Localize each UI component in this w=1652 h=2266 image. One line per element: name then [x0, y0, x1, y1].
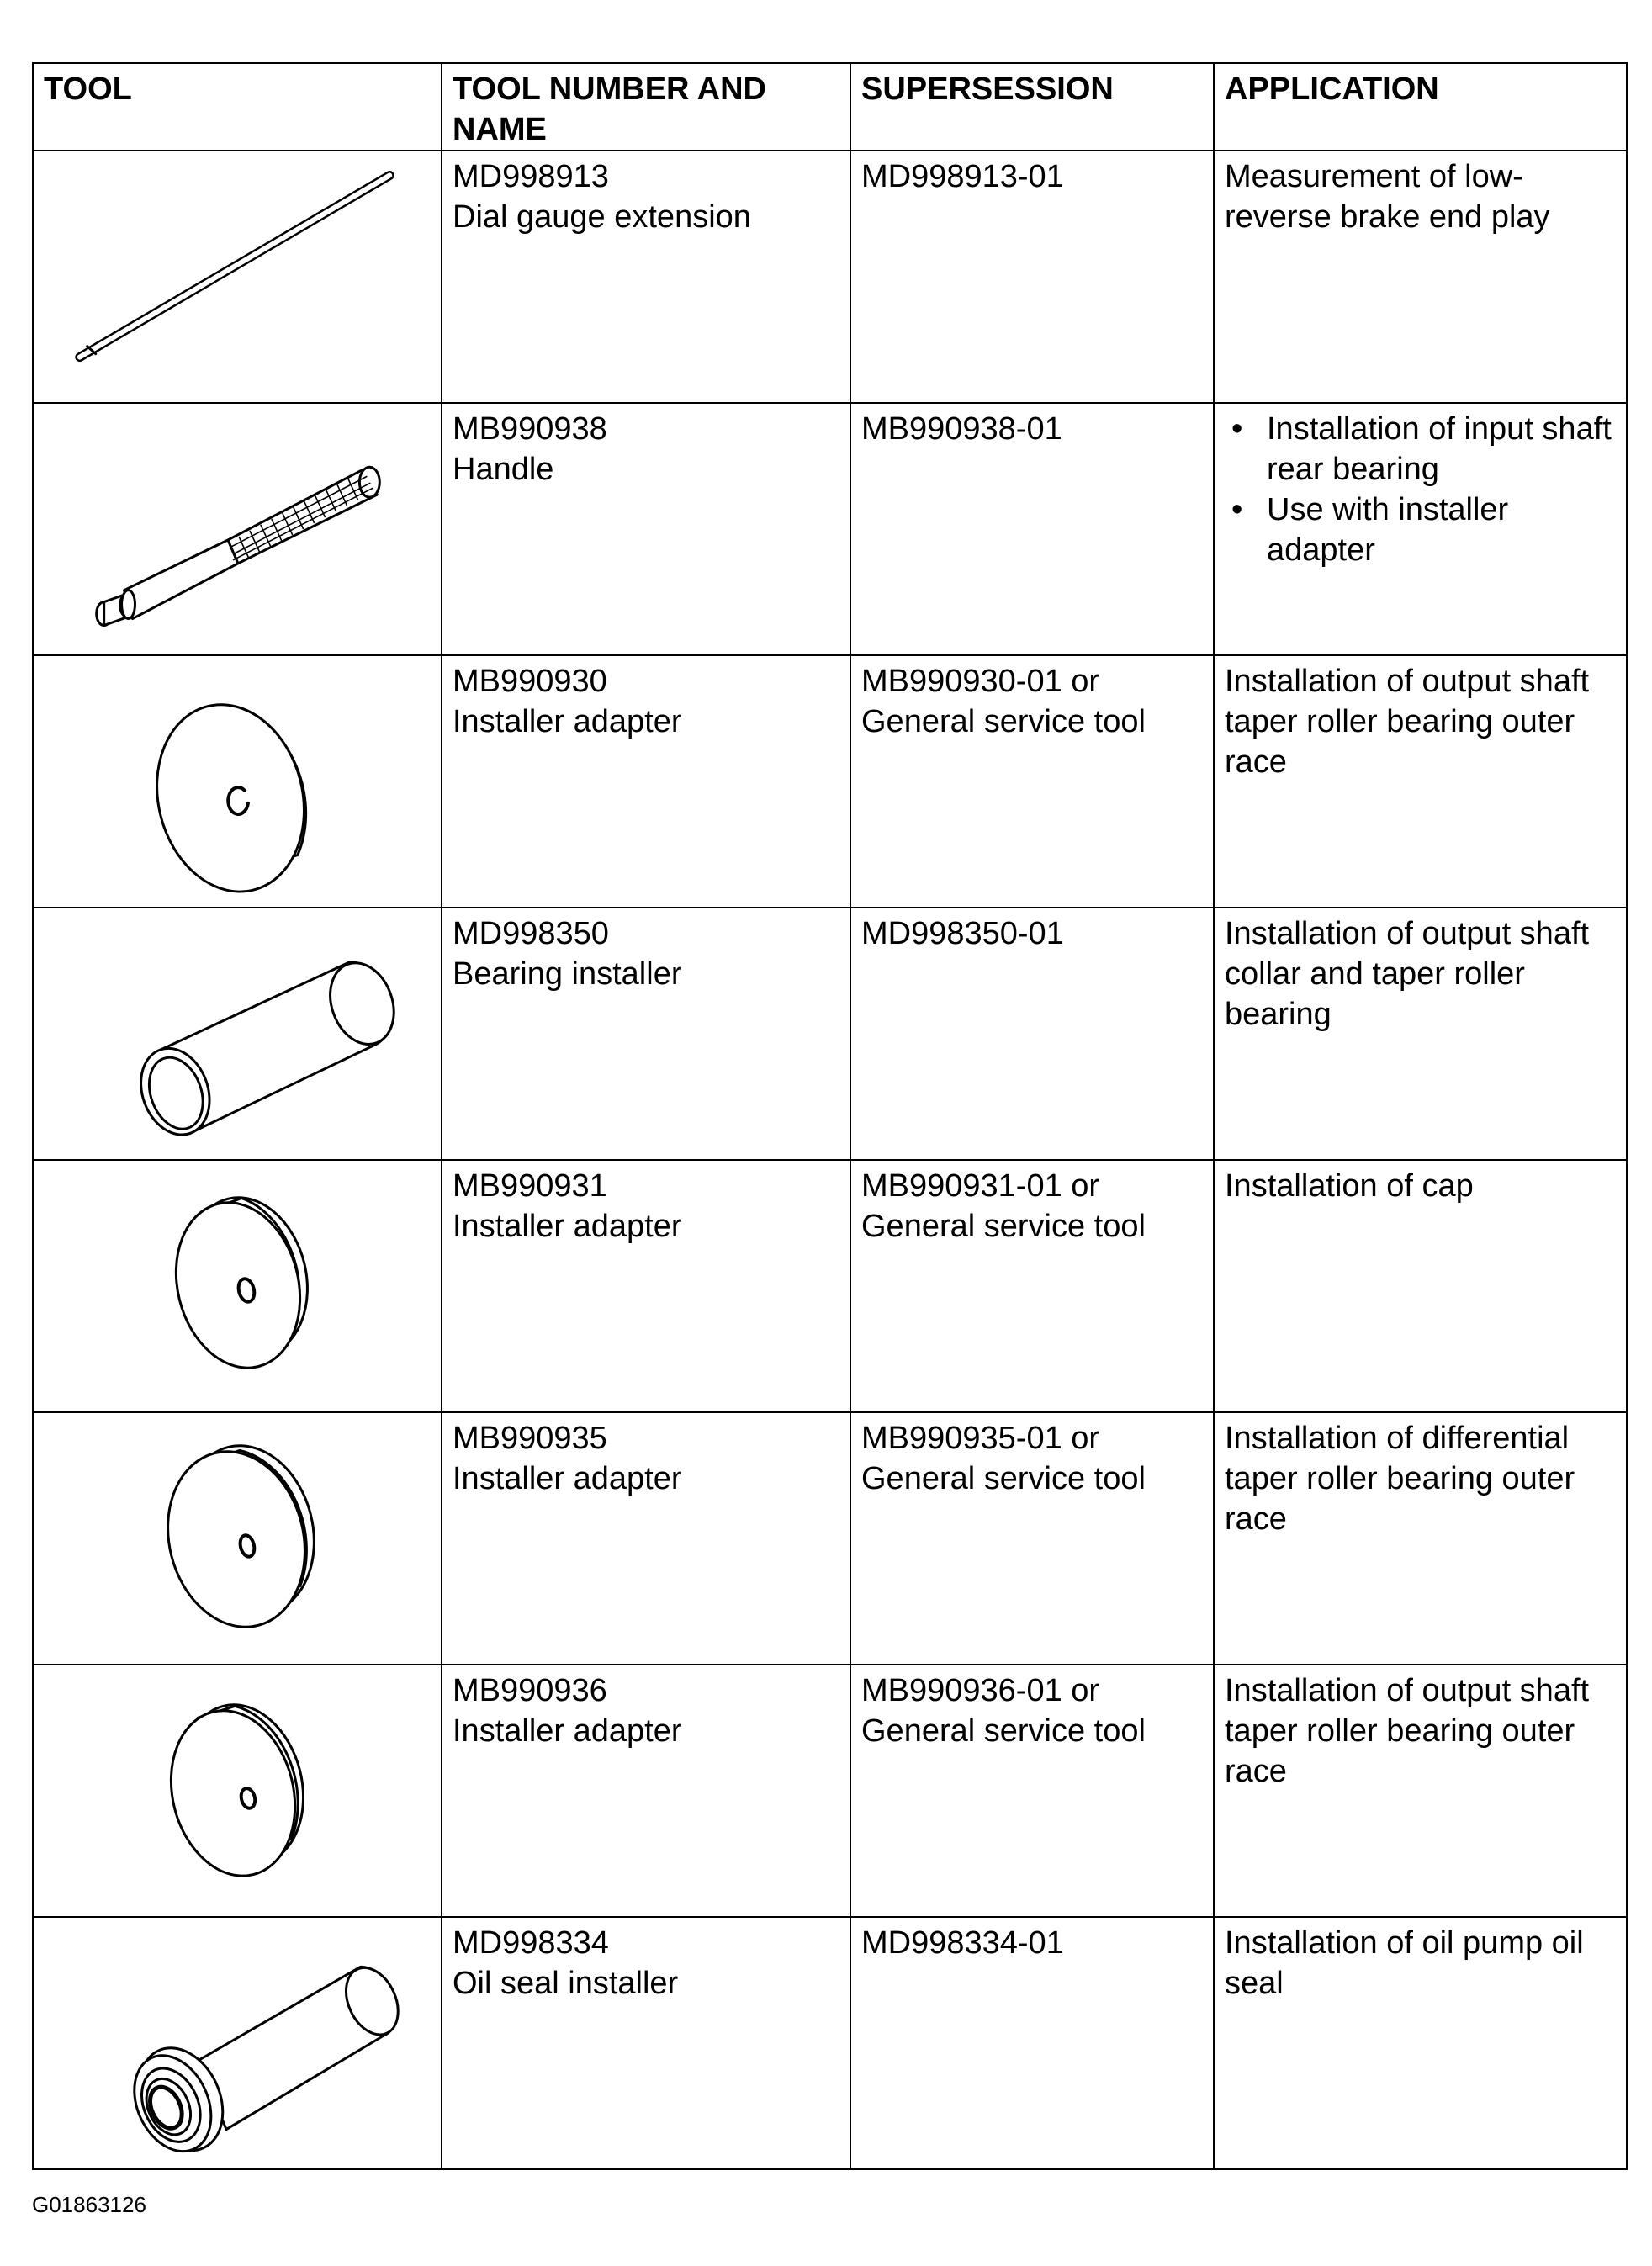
supersession-text: General service tool	[861, 1713, 1146, 1749]
supersession-cell	[850, 151, 1214, 403]
application-text: Measurement of low-	[1225, 159, 1523, 194]
application-bullet-list	[1225, 409, 1616, 570]
supersession-text: MD998913-01	[861, 159, 1064, 194]
table-row	[33, 1412, 1627, 1665]
supersession-cell	[850, 403, 1214, 655]
supersession-text: MB990936-01 or	[861, 1673, 1100, 1708]
tool-name: Handle	[453, 452, 554, 487]
application-text: race	[1225, 1754, 1287, 1789]
handle-icon	[34, 404, 441, 649]
supersession-text: General service tool	[861, 1209, 1146, 1244]
supersession-text: General service tool	[861, 704, 1146, 739]
application-cell	[1214, 151, 1627, 403]
tool-image-cell	[33, 1917, 442, 2169]
tool-name: Installer adapter	[453, 1461, 682, 1496]
special-tools-table	[32, 62, 1628, 2170]
header-tool: TOOL	[33, 63, 442, 151]
table-row	[33, 908, 1627, 1160]
tool-image-cell	[33, 1160, 442, 1412]
tool-number-name-cell	[442, 1160, 850, 1412]
application-bullet: • Installation of input shaft rear bearing	[1225, 409, 1616, 490]
supersession-cell	[850, 1665, 1214, 1917]
tool-number-name-cell	[442, 655, 850, 908]
tool-number-name-cell	[442, 1412, 850, 1665]
supersession-cell	[850, 908, 1214, 1160]
dial-gauge-extension-icon	[34, 151, 441, 397]
oil-seal-installer-icon	[34, 1918, 441, 2163]
tool-number: MD998350	[453, 916, 609, 951]
application-cell	[1214, 1665, 1627, 1917]
application-text: collar and taper roller	[1225, 956, 1525, 992]
table-row	[33, 1160, 1627, 1412]
tool-image-cell	[33, 655, 442, 908]
tool-number-name-cell	[442, 151, 850, 403]
tool-name: Dial gauge extension	[453, 199, 751, 235]
table-row	[33, 151, 1627, 403]
installer-adapter-icon	[34, 1413, 441, 1659]
application-text: seal	[1225, 1966, 1284, 2001]
tool-image-cell	[33, 403, 442, 655]
tool-name: Oil seal installer	[453, 1966, 679, 2001]
application-text: bearing	[1225, 997, 1332, 1032]
application-text: Installation of differential	[1225, 1421, 1570, 1456]
supersession-text: MB990931-01 or	[861, 1168, 1100, 1204]
table-row	[33, 1665, 1627, 1917]
supersession-cell	[850, 1917, 1214, 2169]
application-cell	[1214, 1412, 1627, 1665]
tool-number: MD998913	[453, 159, 609, 194]
application-cell	[1214, 1160, 1627, 1412]
tool-name: Installer adapter	[453, 704, 682, 739]
tool-image-cell	[33, 1412, 442, 1665]
tool-number-name-cell	[442, 403, 850, 655]
header-tool-number-and-name: TOOL NUMBER AND NAME	[442, 63, 850, 151]
supersession-text: MB990935-01 or	[861, 1421, 1100, 1456]
application-text: Installation of oil pump oil	[1225, 1925, 1584, 1961]
table-row	[33, 1917, 1627, 2169]
application-cell	[1214, 655, 1627, 908]
tool-number: MB990931	[453, 1168, 607, 1204]
supersession-text: General service tool	[861, 1461, 1146, 1496]
supersession-text: MB990930-01 or	[861, 664, 1100, 699]
supersession-text: MB990938-01	[861, 411, 1062, 447]
tool-number: MD998334	[453, 1925, 609, 1961]
tool-number: MB990938	[453, 411, 607, 447]
header-supersession: SUPERSESSION	[850, 63, 1214, 151]
application-text: race	[1225, 1501, 1287, 1537]
tool-number-name-cell	[442, 1665, 850, 1917]
tool-number-name-cell	[442, 1917, 850, 2169]
application-text: taper roller bearing outer	[1225, 704, 1575, 739]
installer-adapter-icon	[34, 656, 441, 902]
supersession-text: MD998350-01	[861, 916, 1064, 951]
tool-name: Bearing installer	[453, 956, 682, 992]
application-text: Installation of output shaft	[1225, 916, 1590, 951]
application-text: Installation of output shaft	[1225, 1673, 1590, 1708]
application-text: race	[1225, 744, 1287, 780]
table-row	[33, 655, 1627, 908]
application-text: taper roller bearing outer	[1225, 1713, 1575, 1749]
supersession-cell	[850, 1412, 1214, 1665]
installer-adapter-icon	[34, 1161, 441, 1406]
application-cell	[1214, 1917, 1627, 2169]
tool-image-cell	[33, 151, 442, 403]
figure-id: G01863126	[32, 2192, 146, 2217]
tool-number: MB990930	[453, 664, 607, 699]
supersession-cell	[850, 655, 1214, 908]
table-row	[33, 403, 1627, 655]
tool-name: Installer adapter	[453, 1209, 682, 1244]
application-text: Installation of output shaft	[1225, 664, 1590, 699]
supersession-cell	[850, 1160, 1214, 1412]
installer-adapter-icon	[34, 1665, 441, 1911]
application-cell	[1214, 403, 1627, 655]
supersession-text: MD998334-01	[861, 1925, 1064, 1961]
tool-number-name-cell	[442, 908, 850, 1160]
bearing-installer-icon	[34, 908, 441, 1154]
tool-number: MB990936	[453, 1673, 607, 1708]
tool-name: Installer adapter	[453, 1713, 682, 1749]
application-bullet: • Use with installer adapter	[1225, 490, 1616, 570]
application-text: reverse brake end play	[1225, 199, 1550, 235]
tool-number: MB990935	[453, 1421, 607, 1456]
header-row	[33, 63, 1627, 151]
tool-image-cell	[33, 908, 442, 1160]
application-text: taper roller bearing outer	[1225, 1461, 1575, 1496]
tool-image-cell	[33, 1665, 442, 1917]
application-cell	[1214, 908, 1627, 1160]
application-text: Installation of cap	[1225, 1168, 1474, 1204]
header-application: APPLICATION	[1214, 63, 1627, 151]
